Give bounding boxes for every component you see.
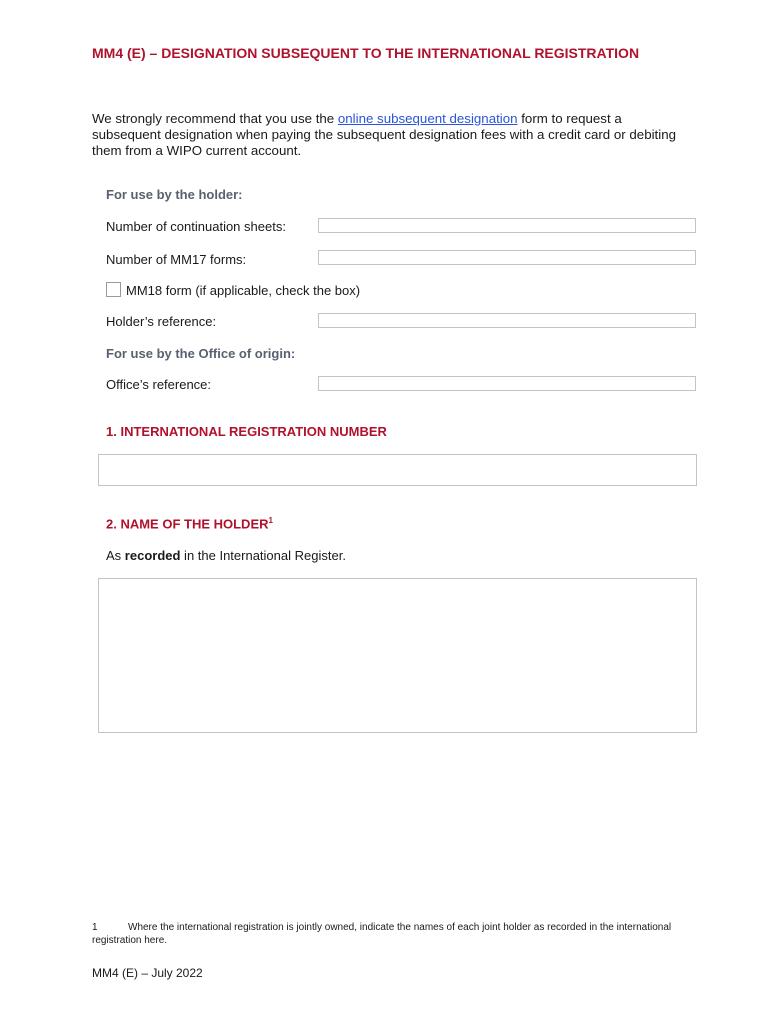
holder-reference-input[interactable] <box>318 313 696 328</box>
mm18-checkbox[interactable] <box>106 282 121 297</box>
international-registration-number-input[interactable] <box>98 454 697 486</box>
mm17-forms-label: Number of MM17 forms: <box>106 252 247 267</box>
description-bold: recorded <box>124 548 181 563</box>
continuation-sheets-label: Number of continuation sheets: <box>106 219 286 234</box>
holder-name-description <box>106 548 346 563</box>
holder-name-textarea[interactable] <box>98 578 697 733</box>
footnote-reference: 1 <box>268 516 273 525</box>
intro-text-before: We strongly recommend that you use the <box>92 111 338 126</box>
section-2-heading-text: 2. NAME OF THE HOLDER <box>106 516 269 532</box>
holder-reference-label: Holder’s reference: <box>106 314 217 329</box>
page-footer: MM4 (E) – July 2022 <box>92 966 203 980</box>
footnote-text: Where the international registration is jointly owned, indicate the names of each joint holder as recorded in the international registration here. <box>92 922 672 946</box>
section-1-heading: 1. INTERNATIONAL REGISTRATION NUMBER <box>106 424 387 439</box>
office-reference-label: Office’s reference: <box>106 377 212 392</box>
intro-paragraph <box>92 111 692 159</box>
footnote-number: 1 <box>92 922 98 933</box>
description-text-after: in the International Register. <box>180 548 346 563</box>
section-2-heading <box>106 516 273 531</box>
intro-text-after: form to request a subsequent designation when paying the subsequent designation fees with a credit card or debiting them from a WIPO current account. <box>92 111 676 158</box>
office-reference-input[interactable] <box>318 376 696 391</box>
holder-subheading: For use by the holder: <box>106 187 243 202</box>
continuation-sheets-input[interactable] <box>318 218 696 233</box>
online-subsequent-designation-link[interactable]: online subsequent designation <box>337 111 518 126</box>
form-title: MM4 (E) – DESIGNATION SUBSEQUENT TO THE INTERNATIONAL REGISTRATION <box>92 45 640 61</box>
office-subheading: For use by the Office of origin: <box>106 346 296 361</box>
description-text-before: As <box>106 548 125 563</box>
footnote <box>92 921 692 947</box>
mm17-forms-input[interactable] <box>318 250 696 265</box>
mm18-checkbox-label: MM18 form (if applicable, check the box) <box>126 283 361 298</box>
